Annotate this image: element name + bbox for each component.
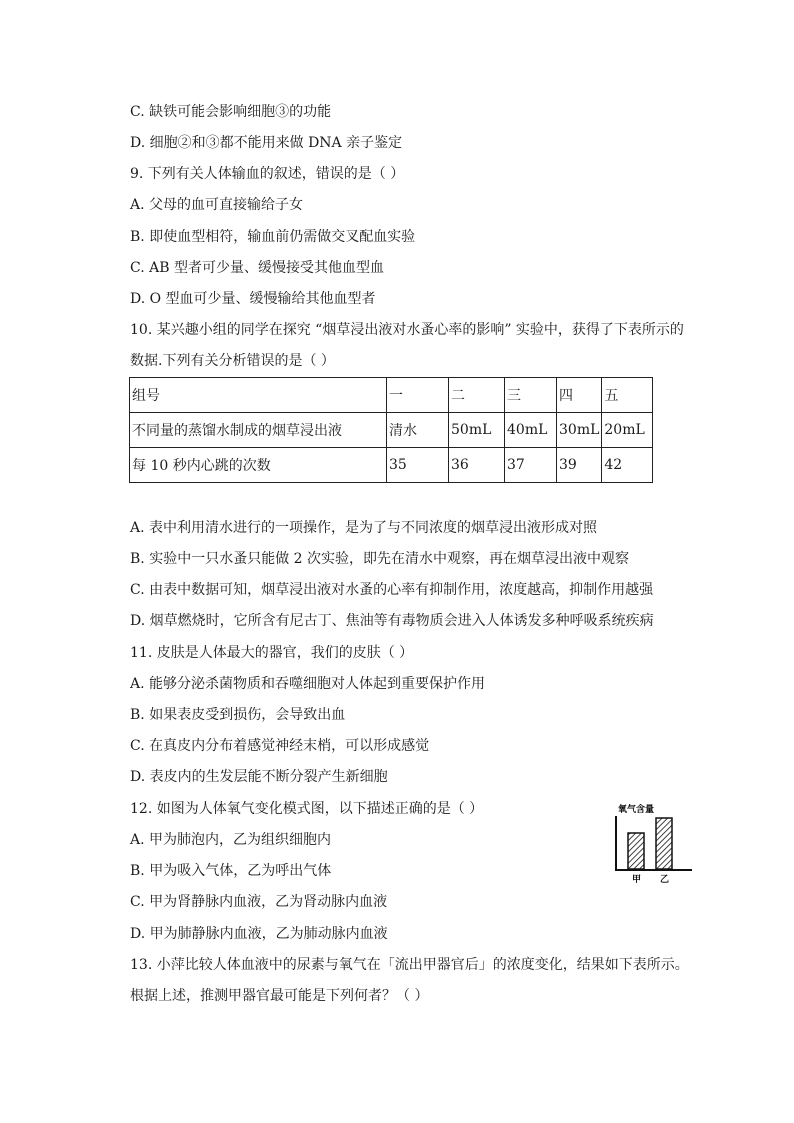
- figure-xlabel-jia: 甲: [632, 875, 642, 885]
- option-10a: A. 表中利用清水进行的一项操作，是为了与不同浓度的烟草浸出液形成对照: [130, 520, 598, 536]
- option-11b: B. 如果表皮受到损伤，会导致出血: [130, 707, 346, 723]
- option-12a: A. 甲为肺泡内，乙为组织细胞内: [130, 832, 332, 848]
- option-9c: C. AB 型者可少量、缓慢接受其他血型血: [130, 260, 384, 276]
- option-9a: A. 父母的血可直接输给子女: [130, 197, 304, 213]
- table-cell: 20mL: [602, 413, 653, 448]
- figure-ylabel: 氧气含量: [618, 805, 655, 815]
- table-cell: 30mL: [557, 413, 602, 448]
- option-10c: C. 由表中数据可知，烟草浸出液对水蚤的心率有抑制作用，浓度越高，抑制作用越强: [130, 582, 654, 598]
- table-row: [130, 413, 653, 448]
- table-cell: 50mL: [449, 413, 505, 448]
- option-12b: B. 甲为吸入气体，乙为呼出气体: [130, 863, 332, 879]
- bar-jia: [628, 833, 644, 869]
- table-cell: 四: [557, 378, 602, 413]
- table-cell: 39: [557, 448, 602, 483]
- oxygen-bar-figure: [606, 800, 706, 888]
- table-cell: 清水: [387, 413, 449, 448]
- table-cell: 37: [505, 448, 557, 483]
- table-row: [130, 448, 653, 483]
- table-cell: 一: [387, 378, 449, 413]
- question-12: 12. 如图为人体氧气变化模式图，以下描述正确的是（ ）: [130, 801, 484, 817]
- option-10b: B. 实验中一只水蚤只能做 2 次实验，即先在清水中观察，再在烟草浸出液中观察: [130, 551, 629, 567]
- line-q8c: C. 缺铁可能会影响细胞③的功能: [130, 104, 332, 120]
- option-11c: C. 在真皮内分布着感觉神经末梢，可以形成感觉: [130, 738, 430, 754]
- option-9b: B. 即使血型相符，输血前仍需做交叉配血实验: [130, 229, 416, 245]
- table-cell: 40mL: [505, 413, 557, 448]
- table-cell: 每 10 秒内心跳的次数: [130, 448, 387, 483]
- heart-rate-table: [129, 377, 653, 483]
- table-cell: 不同量的蒸馏水制成的烟草浸出液: [130, 413, 387, 448]
- question-10-line1: 10. 某兴趣小组的同学在探究 “烟草浸出液对水蚤心率的影响” 实验中，获得了下表所示的: [130, 322, 684, 338]
- table-cell: 组号: [130, 378, 387, 413]
- table-cell: 35: [387, 448, 449, 483]
- question-13-line1: 13. 小萍比较人体血液中的尿素与氧气在「流出甲器官后」的浓度变化，结果如下表所示。: [130, 957, 689, 973]
- question-13-line2: 根据上述，推测甲器官最可能是下列何者？（ ）: [130, 988, 429, 1004]
- question-11: 11. 皮肤是人体最大的器官，我们的皮肤（ ）: [130, 645, 414, 661]
- table-cell: 36: [449, 448, 505, 483]
- table-cell: 五: [602, 378, 653, 413]
- table-header-row: [130, 378, 653, 413]
- question-9: 9. 下列有关人体输血的叙述，错误的是（ ）: [130, 166, 405, 182]
- figure-xlabel-yi: 乙: [660, 875, 670, 885]
- bar-yi: [656, 818, 672, 869]
- table-cell: 42: [602, 448, 653, 483]
- question-10-line2: 数据.下列有关分析错误的是（ ）: [130, 353, 335, 369]
- option-12d: D. 甲为肺静脉内血液，乙为肺动脉内血液: [130, 926, 388, 942]
- option-12c: C. 甲为肾静脉内血液，乙为肾动脉内血液: [130, 894, 388, 910]
- option-11a: A. 能够分泌杀菌物质和吞噬细胞对人体起到重要保护作用: [130, 676, 486, 692]
- table-cell: 二: [449, 378, 505, 413]
- line-q8d: D. 细胞②和③都不能用来做 DNA 亲子鉴定: [130, 135, 403, 151]
- table-cell: 三: [505, 378, 557, 413]
- option-11d: D. 表皮内的生发层能不断分裂产生新细胞: [130, 769, 388, 785]
- option-10d: D. 烟草燃烧时，它所含有尼古丁、焦油等有毒物质会进入人体诱发多种呼吸系统疾病: [130, 613, 654, 629]
- option-9d: D. O 型血可少量、缓慢输给其他血型者: [130, 291, 376, 307]
